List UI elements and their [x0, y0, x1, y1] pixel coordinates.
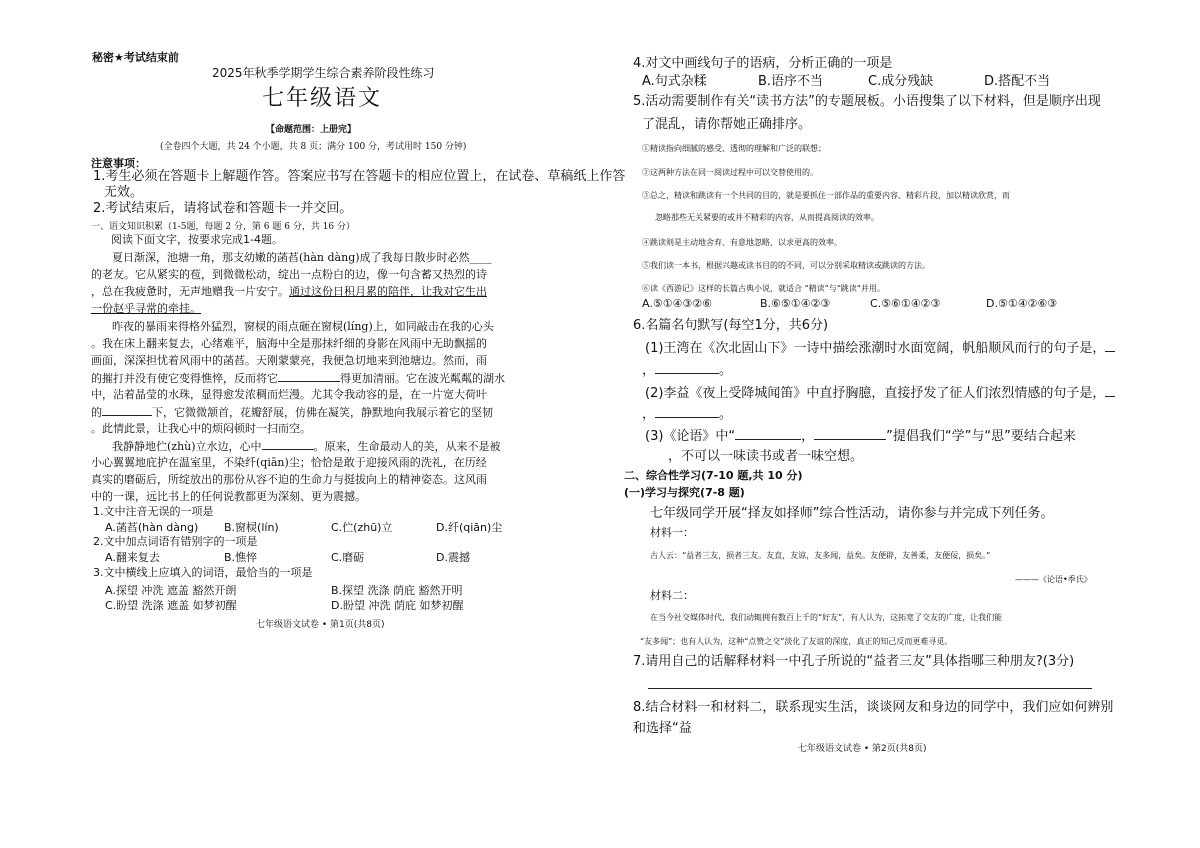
passage-line-15: 中的一课，远比书上的任何说教都更为深刻、更为震撼。 — [91, 490, 366, 503]
passage-line-3: ，总在我疲惫时，无声地赠我一片安宁。通过这份日积月累的陪伴，让我对它生出 — [91, 285, 487, 298]
q4-option-b[interactable]: B.语序不当 — [758, 74, 824, 89]
activity-intro: 七年级同学开展“择友如择师”综合性活动，请你参与并完成下列任务。 — [650, 506, 1054, 521]
passage-line-12: 我静静地伫(zhù)立水边，心中 。原来，生命最动人的美，从来不是被 — [112, 440, 501, 453]
confidential-label: 秘密★考试结束前 — [92, 51, 179, 64]
question-8-cont: 和选择“益 — [633, 721, 692, 736]
section-2-heading: 二、综合性学习(7-10 题,共 10 分) — [624, 469, 803, 482]
q3-option-c[interactable]: C.盼望 洗涤 遮盖 如梦初醒 — [105, 599, 237, 612]
note-1-cont: 无效。 — [104, 185, 144, 200]
scope-label: 【命题范围：上册完】 — [266, 125, 357, 135]
q2-option-c[interactable]: C.磨砺 — [331, 551, 365, 564]
question-3: 3.文中横线上应填入的词语，最恰当的一项是 — [93, 566, 313, 579]
blank-2 — [278, 371, 340, 382]
page-2-footer: 七年级语文试卷 • 第2页(共8页) — [798, 744, 927, 754]
q3-option-b[interactable]: B.探望 洗涤 荫庇 豁然开明 — [331, 584, 463, 597]
material-3-cont: 忽略那些无关紧要的或并不精彩的内容，从而提高阅读的效率。 — [655, 213, 879, 222]
q6-item-1-cont: ， 。 — [642, 363, 733, 378]
passage-line-13: 小心翼翼地庇护在温室里，不染纤(qiān)尘；恰恰是敢于迎接风雨的洗礼，在历经 — [91, 456, 487, 469]
material-1: ①精读指向细腻的感受、透彻的理解和广泛的联想； — [642, 144, 826, 153]
q6-3-blank-a[interactable] — [735, 429, 801, 440]
q2-option-b[interactable]: B.憔悴 — [224, 551, 258, 564]
q6-item-2: (2)李益《夜上受降城闻笛》中直抒胸臆，直接抒发了征人们浓烈情感的句子是， — [645, 385, 1115, 403]
blank-3 — [102, 405, 152, 416]
question-7: 7.请用自己的话解释材料一中孔子所说的“益者三友”具体指哪三种朋友?(3分) — [633, 654, 1075, 669]
q6-item-2-cont: ， 。 — [642, 407, 733, 422]
notes-heading: 注意事项： — [91, 157, 146, 170]
material-6: ⑥读《西游记》这样的长篇古典小说，就适合 “精读”与“跳读”并用。 — [642, 284, 885, 293]
exam-info: (全卷四个大题，共 24 个小题，共 8 页；满分 100 分，考试用时 150 分钟) — [160, 142, 467, 152]
exam-title: 2025年秋季学期学生综合素养阶段性练习 — [212, 66, 435, 80]
material-4: ④跳读则是主动地舍弃、有意地忽略，以求更高的效率。 — [642, 238, 842, 247]
q5-option-d[interactable]: D.⑤①④②⑥③ — [986, 297, 1058, 310]
q1-option-d[interactable]: D.纤(qiān)尘 — [436, 521, 503, 534]
q3-option-d[interactable]: D.盼望 冲洗 荫庇 如梦初醒 — [331, 599, 464, 612]
passage-line-7: 画面，深深担忧着风雨中的菡萏。天刚蒙蒙亮，我便急切地来到池塘边。然而，雨 — [91, 354, 487, 367]
passage-line-8: 的摧打并没有使它变得憔悴，反而将它 得更加清丽。它在波光粼粼的湖水 — [91, 372, 505, 385]
q3-option-a[interactable]: A.探望 冲洗 遮盖 豁然开朗 — [105, 584, 237, 597]
q7-answer-line[interactable] — [648, 688, 1092, 689]
passage-line-2: 的老友。它从紧实的苞，到微微松动，绽出一点粉白的边，像一句含蓄又热烈的诗 — [91, 268, 487, 281]
q4-option-d[interactable]: D.搭配不当 — [984, 74, 1051, 89]
passage-line-1: 夏日渐深，池塘一角，那支幼嫩的菡萏(hàn dàng)成了我每日散步时必然____ — [112, 251, 492, 264]
q1-option-a[interactable]: A.菡萏(hàn dàng) — [105, 521, 199, 534]
question-2: 2.文中加点词语有错别字的一项是 — [93, 535, 258, 548]
material-2-text: 在当今社交媒体时代，我们动辄拥有数百上千的“好友”，有人认为，这拓宽了交友的广度，让我们能 — [650, 613, 1003, 622]
q6-2-blank-b[interactable] — [655, 407, 719, 418]
passage-line-9: 中，沾着晶莹的水珠，显得愈发浓稠而烂漫。尤其令我动容的是，在一片宽大荷叶 — [91, 388, 487, 401]
reading-intro: 阅读下面文字，按要求完成1-4题。 — [111, 233, 283, 246]
material-2-text-cont: “友多闻”；也有人认为，这种“点赞之交”淡化了友谊的深度，真正的知己反而更难寻觅。 — [640, 637, 953, 646]
material-1-label: 材料一： — [650, 526, 694, 539]
q5-option-a[interactable]: A.⑤①④③②⑥ — [642, 297, 712, 310]
passage-line-6: 。我在床上翻来复去，心绪难平，脑海中全是那抹纤细的身影在风雨中无助飘摇的 — [91, 337, 487, 350]
material-2-label: 材料二： — [650, 589, 694, 602]
question-8: 8.结合材料一和材料二，联系现实生活，谈谈网友和身边的同学中，我们应如何辨别 — [633, 700, 1114, 715]
q2-option-a[interactable]: A.翻来复去 — [105, 551, 160, 564]
note-2: 2.考试结束后，请将试卷和答题卡一并交回。 — [93, 201, 353, 216]
subsection-1-heading: (一)学习与探究(7-8 题) — [624, 486, 745, 499]
q6-item-3: (3)《论语》中“ ， ”提倡我们“学”与“思”要结合起来 — [645, 429, 1076, 444]
passage-line-5: 昨夜的暴雨来得格外猛烈，窗棂的雨点砸在窗棂(líng)上，如同敲击在我的心头 — [112, 320, 494, 333]
underlined-sentence-part-2: 一份赵乎寻常的牵挂。 — [91, 302, 201, 315]
q6-1-blank-a[interactable] — [1105, 341, 1115, 352]
q6-item-1: (1)王湾在《次北固山下》一诗中描绘涨潮时水面宽阔，帆船顺风而行的句子是， — [645, 340, 1115, 358]
q6-item-3-cont: ，不可以一味读书或者一味空想。 — [668, 449, 864, 464]
question-5-cont: 了混乱，请你帮她正确排序。 — [642, 117, 812, 132]
section-1-heading: 一、语文知识积累（1-5题，每题 2 分，第 6 题 6 分，共 16 分） — [91, 222, 356, 232]
analects-quote: 古人云：“益者三友，损者三友。友直，友谅，友多闻，益矣。友便辟，友善柔，友便佞，损矣。” — [650, 551, 991, 560]
subject-title: 七年级语文 — [262, 86, 383, 111]
page-1-footer: 七年级语文试卷 • 第1页(共8页) — [256, 620, 385, 630]
question-5: 5.活动需要制作有关“读书方法”的专题展板。小语搜集了以下材料，但是顺序出现 — [633, 94, 1101, 109]
material-5: ⑤我们读一本书，根据兴趣或读书目的的不同，可以分别采取精读或跳读的方法。 — [642, 261, 930, 270]
material-2: ②这两种方法在同一阅读过程中可以交替使用的。 — [642, 168, 818, 177]
question-6: 6.名篇名句默写(每空1分，共6分) — [633, 318, 829, 333]
passage-line-10: 的 下，它微微颔首，花瓣舒展，仿佛在凝笑，静默地向我展示着它的坚韧 — [91, 406, 493, 419]
q4-option-a[interactable]: A.句式杂糅 — [642, 74, 707, 89]
blank-4 — [262, 439, 314, 450]
quote-source: ———《论语•季氏》 — [1015, 575, 1092, 584]
q1-option-c[interactable]: C.伫(zhū)立 — [331, 521, 393, 534]
q6-1-blank-b[interactable] — [655, 363, 719, 374]
q1-option-b[interactable]: B.窗棂(lín) — [224, 521, 279, 534]
note-1: 1.考生必须在答题卡上解题作答。答案应书写在答题卡的相应位置上，在试卷、草稿纸上作答 — [93, 169, 626, 184]
passage-line-14: 真实的磨砺后，所绽放出的那份从容不迫的生命力与挺拔向上的精神姿态。这风雨 — [91, 473, 487, 486]
underlined-sentence-part-1: 通过这份日积月累的陪伴，让我对它生出 — [289, 285, 487, 298]
q5-option-c[interactable]: C.⑤⑥①④②③ — [870, 297, 941, 310]
passage-line-11: 。此情此景，让我心中的烦闷顿时一扫而空。 — [91, 422, 311, 435]
q6-2-blank-a[interactable] — [1105, 386, 1115, 397]
question-4: 4.对文中画线句子的语病，分析正确的一项是 — [633, 56, 893, 71]
material-3: ③总之，精读和跳读有一个共同的目的，就是要抓住一部作品的重要内容、精彩片段，加以精读欣赏，而 — [642, 191, 1010, 200]
q5-option-b[interactable]: B.⑥⑤①④②③ — [760, 297, 831, 310]
q6-3-blank-b[interactable] — [814, 429, 886, 440]
question-1: 1.文中注音无误的一项是 — [93, 505, 214, 518]
q4-option-c[interactable]: C.成分残缺 — [868, 74, 934, 89]
exam-page-2 — [600, 0, 1200, 848]
q2-option-d[interactable]: D.震撼 — [436, 551, 470, 564]
